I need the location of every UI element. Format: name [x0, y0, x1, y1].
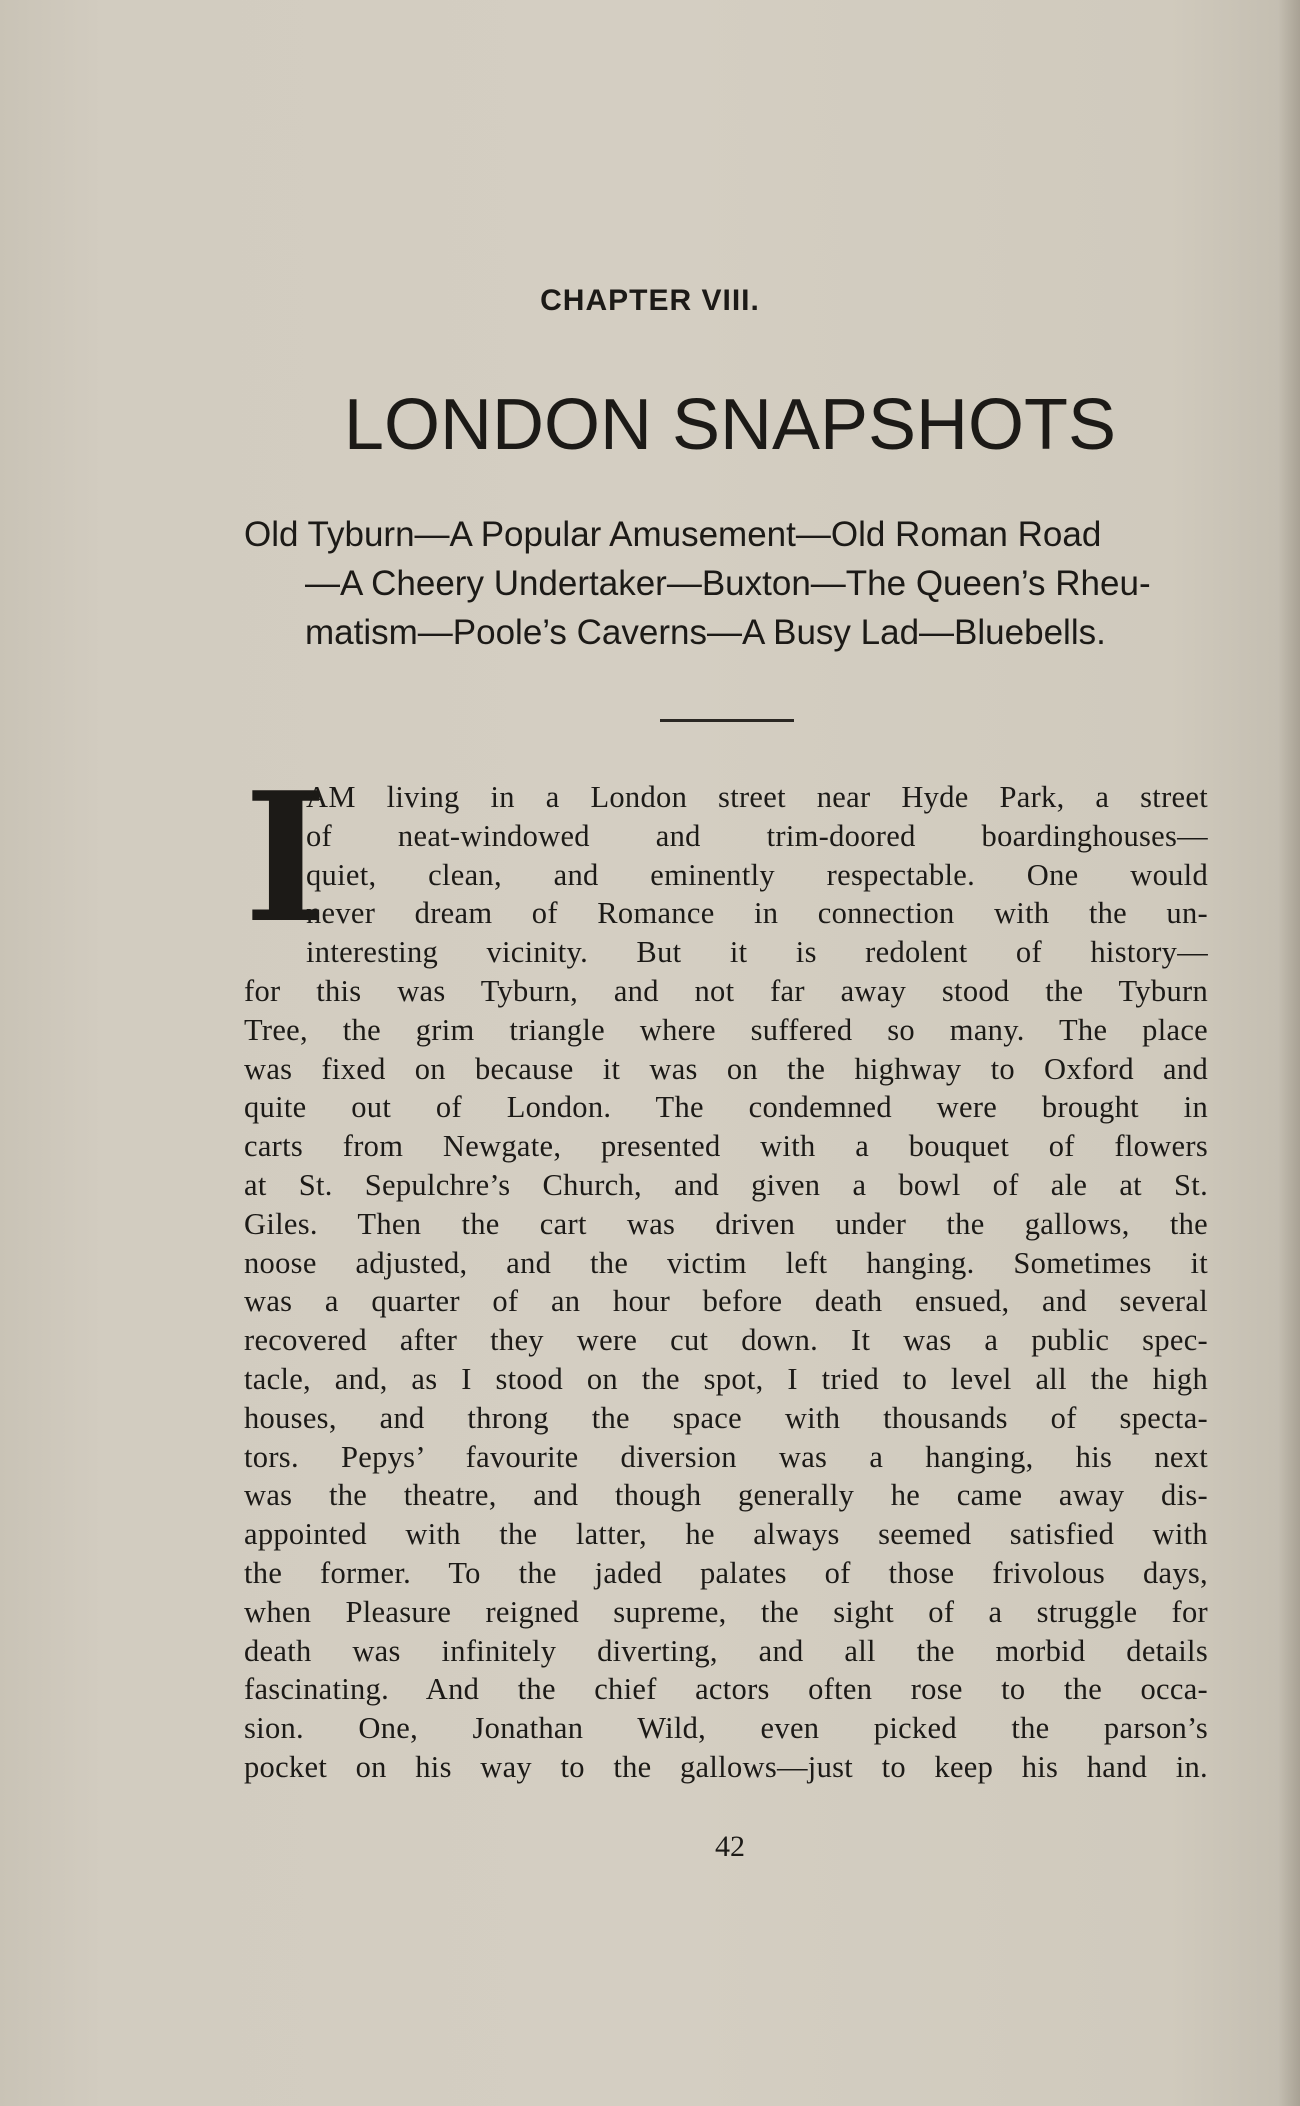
text-line: the former. To the jaded palates of those frivolous days, — [244, 1555, 1208, 1590]
text-line: was the theatre, and though generally he came away dis- — [244, 1478, 1208, 1513]
text-line: of neat-windowed and trim-doored boardinghouses— — [306, 818, 1208, 853]
synopsis-line: —A Cheery Undertaker—Buxton—The Queen’s Rheu- — [305, 564, 1151, 603]
synopsis-line: matism—Poole’s Caverns—A Busy Lad—Bluebells. — [305, 613, 1106, 652]
text-line: appointed with the latter, he always seemed satisfied with — [244, 1517, 1208, 1552]
text-line: tors. Pepys’ favourite diversion was a hanging, his next — [244, 1439, 1208, 1474]
text-line: at St. Sepulchre’s Church, and given a bowl of ale at St. — [244, 1167, 1208, 1202]
chapter-label: CHAPTER VIII. — [540, 284, 760, 317]
text-line: interesting vicinity. But it is redolent of history— — [306, 935, 1208, 970]
text-line: when Pleasure reigned supreme, the sight of a struggle for — [244, 1594, 1208, 1629]
text-line: fascinating. And the chief actors often rose to the occa- — [244, 1672, 1208, 1707]
page-number: 42 — [715, 1830, 745, 1863]
text-line: pocket on his way to the gallows—just to keep his hand in. — [244, 1749, 1208, 1784]
text-line: Tree, the grim triangle where suffered so many. The place — [244, 1012, 1208, 1047]
text-line: never dream of Romance in connection with the un- — [306, 896, 1208, 931]
text-line: sion. One, Jonathan Wild, even picked the parson’s — [244, 1711, 1208, 1746]
text-line: tacle, and, as I stood on the spot, I tried to level all the high — [244, 1361, 1208, 1396]
text-line: death was infinitely diverting, and all the morbid details — [244, 1633, 1208, 1668]
drop-cap: I — [244, 753, 328, 962]
text-line: quiet, clean, and eminently respectable. One would — [306, 857, 1208, 892]
body-text — [244, 753, 1208, 1787]
text-line: quite out of London. The condemned were brought in — [244, 1090, 1208, 1125]
text-line: was a quarter of an hour before death ensued, and several — [244, 1284, 1208, 1319]
text-line: houses, and throng the space with thousands of specta- — [244, 1400, 1208, 1435]
text-line: for this was Tyburn, and not far away stood the Tyburn — [244, 973, 1208, 1008]
text-line: Giles. Then the cart was driven under the gallows, the — [244, 1206, 1208, 1241]
text-line: AM living in a London street near Hyde Park, a street — [306, 780, 1208, 814]
text-line: noose adjusted, and the victim left hanging. Sometimes it — [244, 1245, 1208, 1280]
synopsis-line: Old Tyburn—A Popular Amusement—Old Roman Road — [244, 515, 1102, 554]
text-line: was fixed on because it was on the highway to Oxford and — [244, 1051, 1208, 1086]
chapter-title: LONDON SNAPSHOTS — [343, 385, 1117, 465]
separator-text — [660, 700, 794, 723]
text-line: recovered after they were cut down. It was a public spec- — [244, 1323, 1208, 1358]
chapter-synopsis — [244, 510, 1208, 657]
text-line: carts from Newgate, presented with a bouquet of flowers — [244, 1129, 1208, 1164]
